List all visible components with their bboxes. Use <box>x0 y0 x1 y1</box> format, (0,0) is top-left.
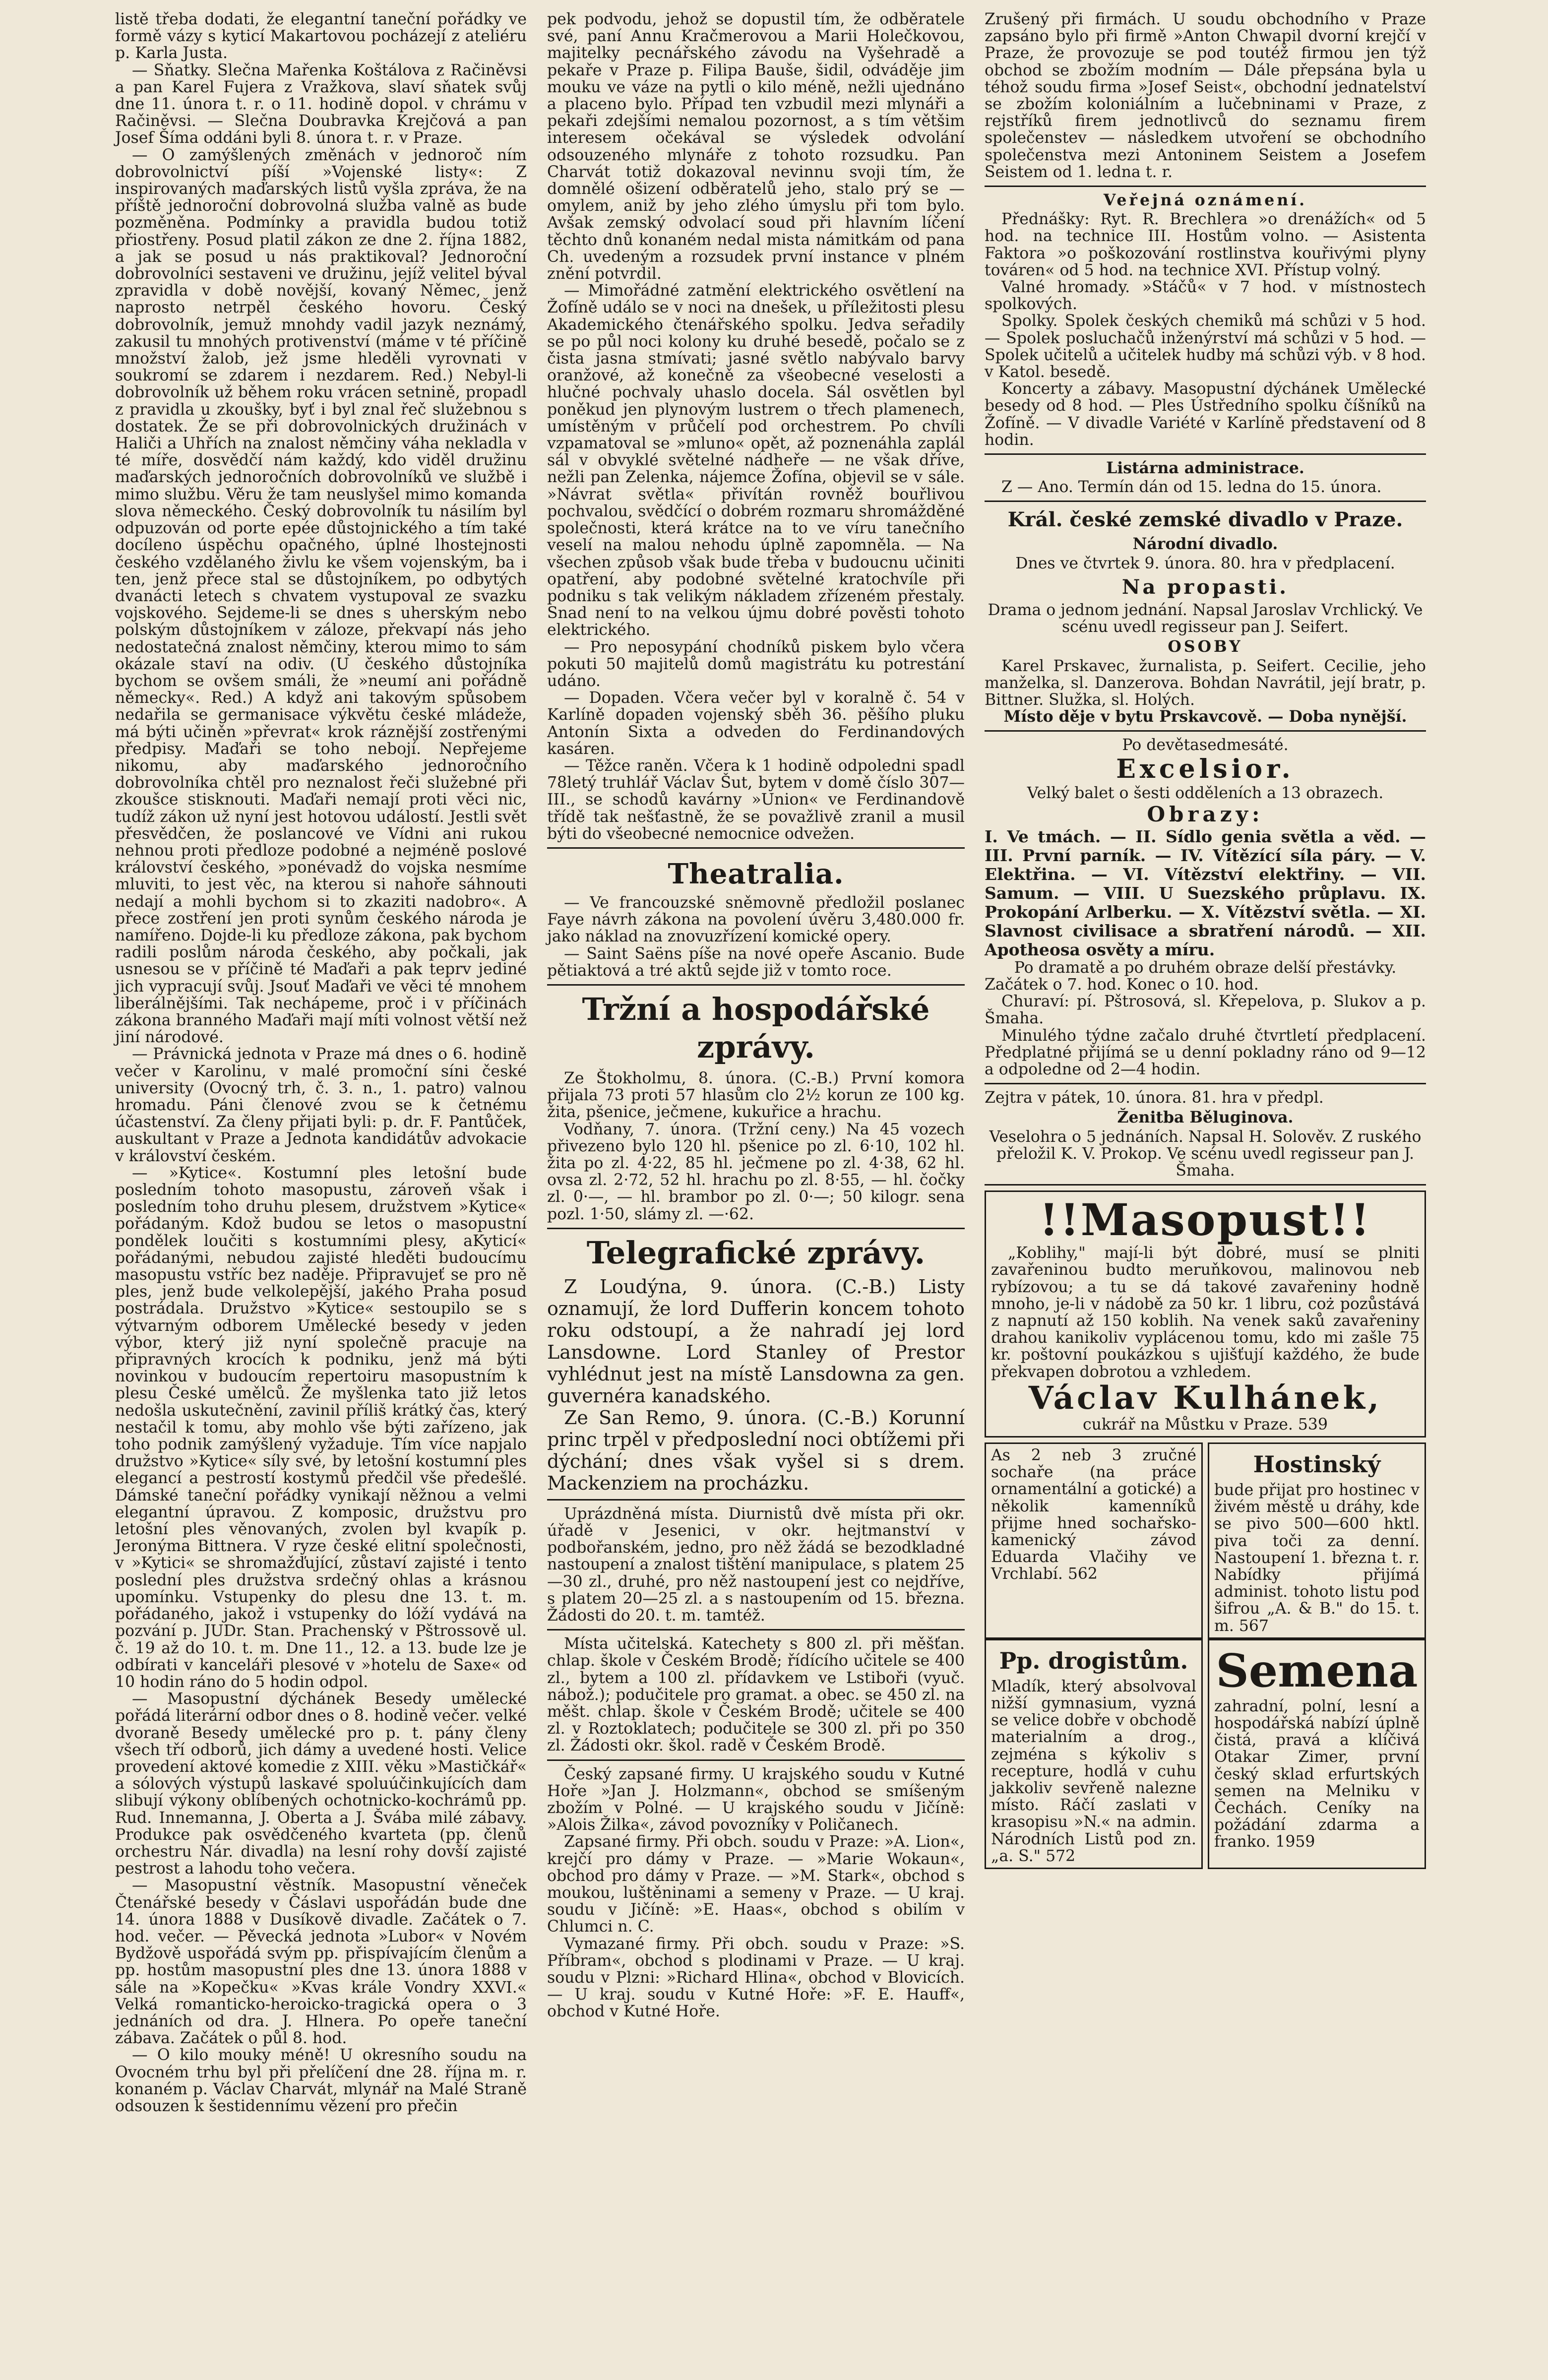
start-end-times: Začátek o 7. hod. Konec o 10. hod. <box>985 975 1259 994</box>
divider <box>985 186 1426 187</box>
divider <box>547 1499 965 1501</box>
paragraph: Koncerty a zábavy. Masopustní dýchánek Umělecké besedy od 8 hod. — Ples Ústředního spolku číšníků na Žofíně. — V divadle Variété v Karlíně představení od 8 hodin. <box>985 380 1426 449</box>
paragraph: — Saint Saëns píše na nové opeře Ascanio. Bude pětiaktová a tré aktů sejde již v tomto roce. <box>547 944 965 980</box>
paragraph: Ze Štokholmu, 8. února. (C.-B.) První komora přijala 73 proti 57 hlasům clo 2½ korun ze 100 kg. žita, pšenice, ječmene, kukuřice a hrachu. <box>547 1069 965 1122</box>
paragraph: Zrušený při firmách. U soudu obchodního v Praze zapsáno bylo při firmě »Anton Chwapil dvorní krejčí v Praze, že provozuje se pod toutéž firmou jen týž obchod se zbožím modním — Dále přepsána byla u téhož soudu firma »Josef Seist«, obchodní jednatelství se zbožím koloniálním a lučebninami v Praze, z rejstříků firem jednotlivců do seznamu firem společenstev — následkem utvoření se obchodního společenstva mezi Antoninem Seistem a Josefem Seistem od 1. ledna t. r. <box>985 10 1426 181</box>
theatre-subheading: Národní divadlo. <box>1132 535 1278 554</box>
ad-text: „Koblihy," mají-li být dobré, musí se plniti zavařeninou budto meruňkovou, malinovou neb rybízovou; a tu se dá takové zavařeniny hodně mnoho, je-li v nádobě za 50 kr. 1 libru, coż pozůstává z napnutí až 150 koblih. Na venek saků zavařeniny drahou kanikoliv vyplácenou tomu, kdo mi zašle 75 kr. poštovní poukázkou s ujišťují každého, že bude překvapen dobrotou a vzhledem. <box>991 1244 1420 1381</box>
section-heading: Theatralia. <box>668 857 844 890</box>
section-heading: Veřejná oznámení. <box>1103 191 1307 210</box>
paragraph: — Sňatky. Slečna Mařenka Koštálova z Račiněvsi a pan Karel Fujera z Vražkova, slaví sňatek svůj dne 11. února t. r. o 11. hodině dopol. v chrámu v Račiněvsi. — Slečna Doubravka Krejčová a pan Josef Šíma oddáni byli 8. února t. r. v Praze. <box>115 61 527 147</box>
play-description: Drama o jednom jednání. Napsal Jaroslav Vrchlický. Ve scénu uvedl regisseur pan J. Seifert. <box>988 601 1423 636</box>
paragraph: Zapsané firmy. Při obch. soudu v Praze: »A. Lion«, krejčí pro dámy v Praze. — »Marie Wokaun«, obchod pro dámy v Praze. — »M. Stark«, obchod s moukou, luštěninami a semeny v Praze. — U kraj. soudu v Jičíně: »E. Haas«, obchod s obilím v Chlumci n. C. <box>547 1833 965 1936</box>
paragraph: Vymazané firmy. Při obch. soudu v Praze: »S. Příbram«, obchod s plodinami v Praze. — U kraj. soudu v Plzni: »Richard Hlina«, obchod v Blovicích. — U kraj. soudu v Kutné Hoře: »F. E. Hauff«, obchod v Kutné Hoře. <box>547 1935 965 2021</box>
play-title: Ženitba Běluginova. <box>1117 1108 1294 1127</box>
divider <box>547 1228 965 1229</box>
ad-title: Semena <box>1216 1643 1418 1697</box>
ad-merchant: Václav Kulhánek, <box>1028 1379 1382 1417</box>
ad-title: Hostinský <box>1253 1450 1381 1478</box>
theatre-heading: Král. české zemské divadlo v Praze. <box>1007 508 1403 532</box>
scenes-heading: Obrazy: <box>1147 802 1264 826</box>
paragraph: listě třeba dodati, že elegantní taneční pořádky ve formě vázy s kyticí Makartovou pocházejí z ateliéru p. Karla Justa. <box>115 10 527 63</box>
ballet-description: Velký balet o šesti odděleních a 13 obrazech. <box>1027 784 1384 802</box>
paragraph: — Ve francouzské sněmovně předložil poslanec Faye návrh zákona na povolení úvěru 3,480.000 fr. jako náklad na znovuzřízení komické opery. <box>547 893 965 946</box>
ballet-title: Excelsior. <box>1116 753 1295 784</box>
column-right <box>985 11 1426 1869</box>
divider <box>985 730 1426 732</box>
play-description: Veselohra o 5 jednáních. Napsal H. Solověv. Z ruského přeložil K. V. Prokop. Ve scénu uvedl regisseur pan J. Šmaha. <box>989 1127 1422 1180</box>
paragraph: — Pro neposypání chodníků piskem bylo včera pokuti 50 majitelů domů magistrátu ku potrestání udáno. <box>547 638 965 690</box>
paragraph: pek podvodu, jehož se dopustil tím, že odběratele své, paní Annu Kračmerovou a Marii Holečkovou, majitelky pecnářského závodu na Vyšehradě a pekaře v Praze p. Filipa Bauše, šidil, odváděje jim mouku ve váze na pytli o kilo méně, nežli ujednáno a placeno bylo. Případ ten vzbudil mezi mlynáři a pekaři zdejšími nemalou pozornost, a s tím většim interesem očekával se výsledek odvolání odsouzeného mlynáře z tohoto rozsudku. Pan Charvát totiž dokazoval nevinnu svoji tím, že domnělé ošizení odběratelů jeho, stalo prý se — omylem, aniž by jeho zlého úmyslu při tom bylo. Avšak zemský odvolací soud při hlavním líčení těchto dnů konaném nedal mista námitkám od pana Ch. uvedeným a rozsudek první instance v plném znění potvrdil. <box>547 10 965 283</box>
paragraph: Z — Ano. Termín dán od 15. ledna do 15. února. <box>1001 478 1382 497</box>
scene-note: Místo děje v bytu Prskavcově. — Doba nynější. <box>1003 707 1407 726</box>
paragraph: Z Loudýna, 9. února. (C.-B.) Listy oznamují, že lord Dufferin koncem tohoto roku odstoupí, a že nahradí jej lord Lansdowne. Lord Stanley of Prestor vyhlédnut jest na místě Lansdowna za gen. guvernéra kanadského. <box>547 1275 965 1407</box>
divider <box>985 453 1426 455</box>
advertisement-masopust <box>985 1190 1426 1438</box>
paragraph: Valné hromady. »Stáčů« v 7 hod. v místnostech spolkových. <box>985 278 1426 313</box>
performance-date: Dnes ve čtvrtek 9. února. 80. hra v předplacení. <box>1015 554 1395 572</box>
performance-date: Zejtra v pátek, 10. února. 81. hra v předpl. <box>985 1089 1324 1107</box>
ad-title: !!Masopust!! <box>1039 1194 1371 1246</box>
column-middle <box>547 11 965 2020</box>
play-title: Na propasti. <box>1121 575 1289 599</box>
paragraph: — Masopustní dýchánek Besedy umělecké pořádá literární odbor dnes o 8. hodině večer. velké dvoraně Besedy umělecké pro p. t. pány členy všech tří odborů, jich dámy a uvedené hosti. Velice provedení aktové komedie z XIII. věku »Mastičkář« a sólových výstupů laskavé spoluúčinkujících dam slibují výkony oblíbených ochotnicko-kochrámů pp. Rud. Innemanna, J. Oberta a J. Švába milé zábavy. Produkce pak osvědčeného kvarteta (pp. členů orchestru Nár. divadla) na lesní rohy dovší zajisté pestrost a lahodu toho večera. <box>115 1690 527 1878</box>
divider <box>547 1629 965 1630</box>
column-left <box>115 11 527 2115</box>
section-heading: Tržní a hospodářské zprávy. <box>582 991 930 1065</box>
advertisement-hostinsky <box>1208 1442 1426 1639</box>
paragraph: Spolky. Spolek českých chemiků má schůzi v 5 hod. — Spolek posluchačů inženýrství má schůzi v 5 hod. — Spolek učitelů a učitelek hudby má schůzi výb. v 8 hod. v Katol. besedě. <box>985 312 1426 381</box>
paragraph: — Těžce raněn. Včera k 1 hodině odpoledni spadl 78letý truhlář Václav Šut, bytem v domě číslo 307—III., se schodů kavárny »Union« ve Ferdinandově třídě tak nešťastně, že se považlivě zranil a musil býti do všeobecné nemocnice odvežen. <box>547 756 965 843</box>
cast-list: Karel Prskavec, žurnalista, p. Seifert. Cecilie, jeho manželka, sl. Danzerova. Bohdan Navrátil, její bratr, p. Bittner. Služka, sl. Holých. <box>985 657 1426 709</box>
paragraph: Přednášky: Ryt. R. Brechlera »o drenážích« od 5 hod. na technice III. Hostům volno. — Asistenta Faktora »o poškozování rostlinstva kouřivými plyny továren« od 5 hod. na technice XVI. Přístup volný. <box>985 210 1426 279</box>
subscription-note: Minulého týdne začalo druhé čtvrtletí předplacení. Předplatné přijímá se u denní pokladny ráno od 9—12 a odpoledne od 2—4 hodin. <box>985 1026 1426 1078</box>
paragraph: — O zamýšlených změnách v jednoroč ním dobrovolnictví píší »Vojenské listy«: Z inspirovaných maďarských listů vyšla zpráva, že na příště jednoroční dobrovolná služba valně as bude pozměněna. Podmínky a pravidla budou totiž přiostřeny. Posud platil zákon ze dne 2. října 1882, a jak se posud u nás praktikoval? Jednoroční dobrovolníci sestaveni ve družinu, jejíž velitel býval zpravidla v době novější, kovaný Němec, jenž naprosto netrpěl českého hovoru. Český dobrovolník, jemuž mnohdy vadil jazyk neznámý, zakusil tu mnohých protivenství (máme v té příčině množství žalob, jež jsme hleděli vyrovnati v soukromí se zdarem i nezdarem. Red.) Nebyl-li dobrovolník už během roku vrácen setnině, propadl z pravidla u zkoušky, byť i byl znal řeč služebnou s dostatek. Že se při dobrovolnických družinách v Haliči a Uhřích na znalost němčiny váha nekladla v té míře, dosvědčí nám každý, kdo viděl družinu maďarských jednoročních dobrovolníků ve službě i mimo službu. Věru že tam neuslyšel mimo komanda slova německého. Český dobrovolník tu násilím byl odpuzován od porte epée důstojnického a tím také docíleno úspěchu opačného, úplné lhostejnosti českého vzdělaného živlu ke všem vojenským, ba i ten, jenž přece stal se důstojníkem, po odbytých dvanácti letech s chvatem vystupoval ze svazku vojskového. Sejdeme-li se dnes s uherským nebo polským důstojníkem v záloze, překvapí nás jeho nedostatečná znalost němčiny, kterou mimo to sám okázale staví na odiv. (U českého důstojníka bychom se ovšem smáli, že »neumí ani pořádně německy«. Red.) A když ani takovým spůsobem nedařila se germanisace výkvětu české mládeže, má býti učiněn »převrat« krok ráznější zostřenými předpisy. Maďaři se toho nebojí. Nepřejeme nikomu, aby maďarského jednoročního dobrovolníka chtěl pro neznalost řeči služebné při zkoušce stisknouti. Maďaři nemají proti věci nic, tudíž zákon už nyní jest hotovou událostí. Jestli svět přesvědčen, že poslancové ve Vídni ani rukou nehnou proti předloze podobné a nejméně poslové království českého, »ponévadž do vojska nesmíme mluviti, to jest věc, na kterou si nahoře sáhnouti nedají a mohli bychom si to zkaziti nadobro«. A přece zostření jen proti synům českého národa je namířeno. Dojde-li ku předloze zákona, pak bychom radili poslům národa českého, aby počkali, jak usnesou se v příčině té Maďaři a pak teprv jediné jich vypracují svůj. Jsouť Maďaři ve věci té mnohem liberálnějšími. Tak nechápeme, proč i v příčinách zákona branného Maďaři mají míti volnost větší než jiní národové. <box>115 146 527 1047</box>
paragraph: — »Kytice«. Kostumní ples letošní bude posledním tohoto masopustu, zároveň však i posledním toho druhu plesem, družstvem »Kytice« pořádaným. Kdož budou se letos o masopustní pondělek loučiti s kostumními plesy, aKyticí« pořádanými, nebudou zajisté hleděti budoucímu masopustu vstříc bez naděje. Připravujeť se pro ně ples, jenž bude velkolepější, jakého Praha posud postrádala. Družstvo »Kytice« sestoupilo se s výtvarným odborem Umělecké besedy v jeden výbor, který již nyní společně pracuje na připravných krocích k podniku, jenž má býti novinkou v budoucím repertoiru masopustním k plesu České umělců. Že myšlenka tato již letos nedošla uskutečnění, zavinil příliš krátký čas, který nestačil k tomu, aby mohlo vše býti zařízeno, jak toho podnik zamýšlený vyžaduje. Tím více napjalo družstvo »Kytice« síly své, by letošní kostumní ples elegancí a pestrostí kostymů předčil vše předešlé. Dámské taneční pořádky vynikají něžnou a velmi elegantní úpravou. Z komposic, družstvu pro letošní ples věnovaných, zvolen byl kvapík p. Jeronýma Bittnera. V ryze české elitní společnosti, v »Kytici« se shromažďující, zůstaví zajisté i tento poslední ples družstva srdečný ohlas a krásnou upomínku. Vstupenky do plesu dne 13. t. m. pořádaného, jakož i vstupenky do lóží vydává na pozvání p. JUDr. Stan. Prachenský v Pštrossově ul. č. 19 až do 10. t. m. Dne 11., 12. a 13. bude lze je odbírati v kanceláři plesové v »hotelu de Saxe« od 10 hodin ráno do 5 hodin odpol. <box>115 1164 527 1691</box>
advertisement-semena <box>1208 1639 1426 1869</box>
ad-text: As 2 neb 3 zručné sochaře (na práce ornamentální a gotické) a několik kamenníků přijme hned sochařsko-kamenický závod Eduarda Vlačihy ve Vrchlabí. 562 <box>991 1446 1196 1583</box>
divider <box>985 501 1426 502</box>
paragraph: — Masopustní věstník. Masopustní věneček Čtenářské besedy v Čáslavi uspořádán bude dne 14. února 1888 v Dusíkově divadle. Začátek o 7. hod. večer. — Pěvecká jednota »Lubor« v Novém Bydžově uspořádá svým pp. přispívajícím členům a pp. hostům masopustní ples dne 13. února 1888 v sále na »Kopečku« »Kvas krále Vondry XXVI.« Velká romanticko-heroicko-tragická opera o 3 jednáních od dra. J. Hlnera. Po opeře taneční zábava. Začátek o půl 8. hod. <box>115 1877 527 2048</box>
intermission-note: Po dramatě a po druhém obraze delší přestávky. <box>1014 958 1397 977</box>
advertisement-sochare <box>985 1442 1203 1639</box>
paragraph: Uprázdněná místa. Diurnistů dvě místa při okr. úřadě v Jesenici, v okr. hejtmanství v podbořanském, jedno, pro něž žádá se bezodkladné nastoupení a znalost tištění manipulace, s platem 25—30 zl., druhé, pro něž nastoupení jest co nejdříve, s platem 20—25 zl. a s nastoupením od 15. března. Žádosti do 20. t. m. tamtéž. <box>547 1504 965 1625</box>
paragraph: Ze San Remo, 9. února. (C.-B.) Korunní princ trpěl v předposlední noci obtížemi při dýchání; dnes však vyšel si s drem. Mackenziem na procházku. <box>547 1406 965 1494</box>
paragraph: — Dopaden. Včera večer byl v koralně č. 54 v Karlíně dopaden vojenský sběh 36. pěšího pluku Antonín Sixta a odveden do Ferdinandových kasáren. <box>547 689 965 758</box>
section-heading: Listárna administrace. <box>1106 459 1304 478</box>
paragraph: — O kilo mouky méně! U okresního soudu na Ovocném trhu byl při přelíčení dne 28. října m. r. konaném p. Václav Charvát, mlynář na Malé Straně odsouzen k šestidennímu vězení pro přečin <box>115 2046 527 2115</box>
paragraph: Vodňany, 7. února. (Tržní ceny.) Na 45 vozech přivezeno bylo 120 hl. pšenice po zl. 6·10, 102 hl. žita po zl. 4·22, 85 hl. ječmene po zl. 4·38, 62 hl. ovsa zl. 2·72, 52 hl. hrachu po zl. 8·55, — hl. čočky zl. 0·—, — hl. brambor po zl. 0·—; 50 kilogr. sena pozl. 1·50, slámy zl. —·62. <box>547 1120 965 1223</box>
scenes-list: I. Ve tmách. — II. Sídlo genia světla a věd. — III. První parník. — IV. Vítězící síla páry. — V. Elektřina. — VI. Vítězství elektřiny. — VII. Samum. — VIII. U Suezského průplavu. IX. Prokopání Arlberku. — X. Vítězství světla. — XI. Slavnost civilisace a sbratření národů. — XII. Apotheosa osvěty a míru. <box>985 826 1426 959</box>
performance-note: Po devětasedmesáté. <box>1122 736 1289 754</box>
guest-note: Churaví: pí. Pštrosová, sl. Křepelova, p. Slukov a p. Šmaha. <box>985 993 1426 1028</box>
cast-heading: OSOBY <box>1168 637 1243 656</box>
paragraph: Český zapsané firmy. U krajského soudu v Kutné Hoře »Jan J. Holzmann«, obchod se smíšeným zbožím v Polné. — U krajského soudu v Jičíně: »Alois Žilka«, závod povozníky v Poličanech. <box>547 1765 965 1834</box>
paragraph: — Mimořádné zatmění elektrického osvětlení na Žofíně událo se v noci na dnešek, u příležitosti plesu Akademického čtenářského spolku. Jedva seřadily se po půl noci kolony ku druhé besedě, počalo se z čista jasna stmívati; jasné světlo nabývalo barvy oranžové, až konečně za všeobecné veselosti a hlučné pochvaly uhaslo docela. Sál osvětlen byl poněkud jen plynovým lustrem o třech plamenech, umístěným v průčelí pod orchestrem. Po chvíli vzpamatoval se »mluno« opět, až poznenáhla zaplál sál v obvyklé světelné nádheře — ne však dříve, nežli pan Zelenka, nájemce Žofína, objevil se v sále. »Návrat světla« přivítán rovněž bouřlivou pochvalou, svědčící o dobrém rozmaru shromážděné společnosti, která krátce na to ve víru tanečního veselí na malou nehodu úplně zapomněla. — Na všechen způsob však bude třeba v budoucnu učiniti opatření, aby podobné světelné kratochvíle při podniku s tak velikým nákladem zřízeném přestaly. Snad není to na velkou újmu dobré pověsti tohoto elektrického. <box>547 282 965 639</box>
advertisement-row <box>985 1639 1426 1869</box>
paragraph: Místa učitelská. Katechety s 800 zl. při měšťan. chlap. škole v Českém Brodě; řídícího učitele se 400 zl., bytem a 100 zl. přídavkem ve Lstiboři (vyuč. nábož.); podučitele pro gramat. a obec. se 450 zl. na měšt. chlap. škole v Českém Brodě; učitele se 400 zl. v Roztoklatech; podučitele se 300 zl. při po 350 zl. Žádosti okr. škol. radě v Českém Brodě. <box>547 1635 965 1755</box>
divider <box>985 1083 1426 1084</box>
ad-text: zahradní, polní, lesní a hospodářská nabízí úplně čistá, pravá a klíčivá Otakar Zimer, první český sklad erfurtských semen na Melniku v Čechách. Ceníky na požádání zdarma a franko. 1959 <box>1214 1697 1420 1851</box>
ad-text: bude přijat pro hostinec v živém městě u dráhy, kde se pivo 500—600 hktl. piva toči za denní. Nastoupení 1. března t. r. Nabídky přijímá administ. tohoto listu pod šifrou „A. & B." do 15. t. m. 567 <box>1214 1481 1420 1635</box>
divider <box>985 1184 1426 1186</box>
paragraph: — Právnická jednota v Praze má dnes o 6. hodině večer v Karolinu, v malé promoční síni české university (Ovocný trh, č. 3. n., 1. patro) valnou hromadu. Páni členové zvou se k četnému účastenství. Za členy přijati byli: p. dr. F. Pantůček, auskultant v Praze a Jednota kandidátův advokacie v království českém. <box>115 1045 527 1165</box>
advertisement-row <box>985 1442 1426 1639</box>
divider <box>547 847 965 849</box>
ad-title: Pp. drogistům. <box>999 1647 1188 1674</box>
divider <box>547 1759 965 1761</box>
section-heading: Telegrafické zprávy. <box>586 1234 926 1271</box>
ad-address: cukrář na Můstku v Praze. 539 <box>1083 1415 1328 1434</box>
ad-text: Mladík, který absolvoval nižší gymnasium, vyzná se velice dobře v obchodě materialním a drog., zejména s kýkoliv s recepture, hodlá v cuhu jakkoliv sevřeně nalezne místo. Ráčí zaslati v krasopisu »N.« na admin. Národních Listů pod zn. „a. S." 572 <box>991 1677 1196 1865</box>
advertisement-drogiste <box>985 1639 1203 1869</box>
divider <box>547 984 965 986</box>
